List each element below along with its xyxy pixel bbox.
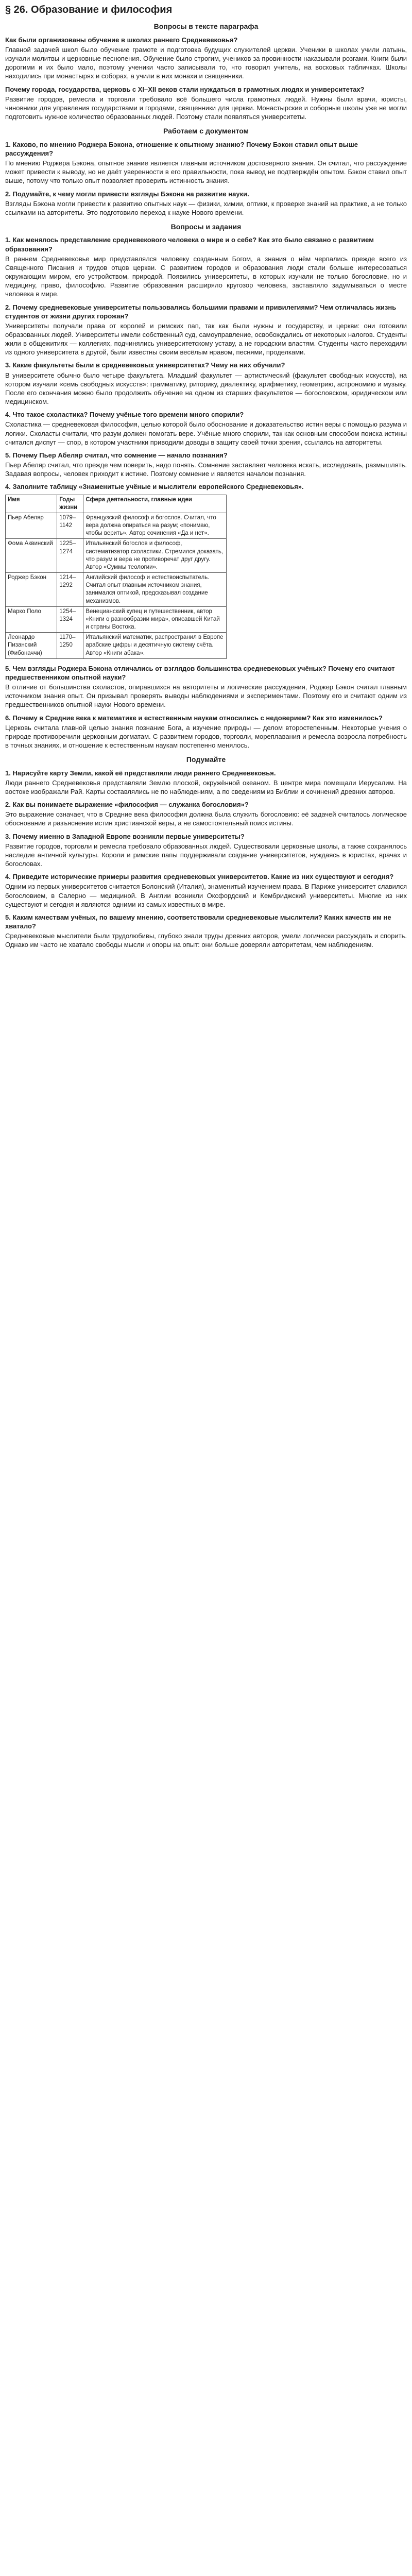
table-cell: Роджер Бэкон	[6, 573, 57, 607]
task-item	[5, 769, 407, 796]
answer-text: Главной задачей школ было обучение грамоте и подготовка будущих служителей церкви. Ученики в школах учили латынь, изучали молитвы и церковные песнопения. Обучение было строгим, учеников за провинности наказывали розгами. Книги были дорогими и их было мало, поэтому ученики часто записывали то, что говорил учитель, на восковых табличках. Школы находились при монастырях и соборах, а учили в них монахи и священники.	[5, 46, 407, 80]
table-cell: Пьер Абеляр	[6, 513, 57, 539]
question-block	[5, 410, 407, 447]
question-block	[5, 664, 407, 709]
section-block	[5, 222, 407, 478]
table-column-header: Годы жизни	[57, 495, 83, 513]
table-cell: Английский философ и естествоиспытатель. Считал опыт главным источником знания, занимался оптикой, предсказывал создание механизмов.	[83, 573, 227, 607]
answer-text: В университете обычно было четыре факультета. Младший факультет — артистический (факультет свободных искусств), на котором изучали «семь свободных искусств»: грамматику, риторику, диалектику, арифметику, геометрию, астрономию и музыку. После его окончания можно было продолжить обучение на одном из старших факультетов — богословском, юридическом или медицинском.	[5, 371, 407, 406]
question-text: 1. Каково, по мнению Роджера Бэкона, отношение к опытному знанию? Почему Бэкон ставил опыт выше рассуждения?	[5, 140, 358, 157]
table-row	[6, 606, 227, 633]
question-text: 2. Подумайте, к чему могли привести взгляды Бэкона на развитие науки.	[5, 190, 249, 198]
table-cell: 1170–1250	[57, 633, 83, 659]
table-body	[6, 513, 227, 658]
table-cell: Итальянский математик, распространил в Европе арабские цифры и десятичную систему счёта. Автор «Книги абака».	[83, 633, 227, 659]
section-block	[5, 126, 407, 217]
task-question: 1. Нарисуйте карту Земли, какой её представляли люди раннего Средневековья.	[5, 769, 276, 777]
task-question: 3. Почему именно в Западной Европе возникли первые университеты?	[5, 832, 245, 840]
table-row	[6, 539, 227, 573]
tasks-heading: Подумайте	[186, 755, 226, 764]
page-title: § 26. Образование и философия	[5, 4, 173, 15]
question-block	[5, 451, 407, 478]
task-question: 4. Приведите исторические примеры развития средневековых университетов. Какие из них существуют и сегодня?	[5, 873, 394, 881]
task-answer: Одним из первых университетов считается Болонский (Италия), знаменитый изучением права. В Париже университет славился богословием, в Салерно — медициной. В Англии возникли Оксфордский и Кембриджский университеты. Многие из них существуют и сегодня и являются одними из самых известных в мире.	[5, 883, 407, 908]
tasks-list	[5, 769, 407, 950]
table-row	[6, 573, 227, 607]
tasks-section	[5, 755, 407, 949]
table-column-header: Имя	[6, 495, 57, 513]
table-row	[6, 633, 227, 659]
sections-container	[5, 22, 407, 478]
task-question: 2. Как вы понимаете выражение «философия — служанка богословия»?	[5, 801, 249, 809]
table-cell: Леонардо Пизанский (Фибоначчи)	[6, 633, 57, 659]
answer-text: В раннем Средневековье мир представлялся человеку созданным Богом, а знания о нём черпались прежде всего из Священного Писания и трудов отцов церкви. С развитием городов и образования люди стали больше интересоваться окружающим миром, его устройством, природой. Появились университеты, в которых изучали не только богословие, но и медицину, право, философию. Развитие образования расширяло кругозор человека, заставляло задумываться о месте человека в мире.	[5, 255, 407, 298]
task-item	[5, 913, 407, 950]
section-block	[5, 22, 407, 121]
table-row	[6, 513, 227, 539]
extra-questions	[5, 664, 407, 750]
answer-text: Развитие городов, ремесла и торговли требовало всё большего числа грамотных людей. Нужны были врачи, юристы, чиновники для управления государствами и городами, священники для церкви. Монастырские и соборные школы уже не могли подготовить нужное количество образованных людей. Поэтому стали появляться университеты.	[5, 95, 407, 121]
task-answer: Это выражение означает, что в Средние века философия должна была служить богословию: её задачей считалось логическое обоснование и разъяснение истин христианской веры, а не самостоятельный поиск истины.	[5, 810, 407, 827]
task-question: 5. Каким качествам учёных, по вашему мнению, соответствовали средневековые мыслители? Каких качеств им не хватало?	[5, 913, 391, 930]
answer-text: Взгляды Бэкона могли привести к развитию опытных наук — физики, химии, оптики, к проверке знаний на практике, а не только ссылками на авторитеты. Это подготовило переход к науке Нового времени.	[5, 199, 407, 216]
answer-text: Схоластика — средневековая философия, целью которой было обоснование и доказательство истин веры с помощью разума и логики. Схоласты считали, что разум должен помогать вере. Учёные много спорили, так как основным способом поиска истины считался диспут — спор, в котором участники приводили доводы в защиту своей точки зрения, ссылаясь на авторитеты.	[5, 420, 407, 446]
question-text: 2. Почему средневековые университеты пользовались большими правами и привилегиями? Чем отличалась жизнь студентов от жизни других горожан?	[5, 303, 397, 320]
question-block	[5, 140, 407, 185]
section-heading: Работаем с документом	[163, 127, 249, 135]
task-item	[5, 832, 407, 869]
task-item	[5, 872, 407, 909]
question-text: 4. Что такое схоластика? Почему учёные того времени много спорили?	[5, 411, 244, 419]
document-page	[0, 0, 412, 949]
question-text: 3. Какие факультеты были в средневековых университетах? Чему на них обучали?	[5, 361, 285, 369]
table-cell: Марко Поло	[6, 606, 57, 633]
table-cell: 1225–1274	[57, 539, 83, 573]
answer-text: Церковь считала главной целью знания познание Бога, а изучение природы — делом второстепенным. Некоторые учения о природе противоречили церковным догматам. С развитием городов, торговли, мореплавания и ремесла возросла потребность в точных знаниях, и отношение к естественным наукам постепенно менялось.	[5, 723, 407, 750]
table-cell: Итальянский богослов и философ, систематизатор схоластики. Стремился доказать, что разум и вера не противоречат друг другу. Автор «Суммы теологии».	[83, 539, 227, 573]
question-block	[5, 714, 407, 750]
answer-text: По мнению Роджера Бэкона, опытное знание является главным источником достоверного знания. Он считал, что рассуждение может привести к выводу, но не даёт уверенности в его правильности, пока вывод не подтверждён опытом. Бэкон ставил опыт выше, потому что только опыт позволяет проверить истинность знания.	[5, 159, 407, 185]
table-cell: Венецианский купец и путешественник, автор «Книги о разнообразии мира», описавшей Китай и страны Востока.	[83, 606, 227, 633]
table-cell: Фома Аквинский	[6, 539, 57, 573]
task-answer: Люди раннего Средневековья представляли Землю плоской, окружённой океаном. В центре мира помещали Иерусалим. На востоке изображали Рай. Карты составлялись не по наблюдениям, а по сведениям из Библии и сочинений древних авторов.	[5, 778, 407, 795]
question-block	[5, 36, 407, 81]
table-cell: Французский философ и богослов. Считал, что вера должна опираться на разум; «понимаю, чтобы верить». Автор сочинения «Да и нет».	[83, 513, 227, 539]
answer-text: Университеты получали права от королей и римских пап, так как были нужны и государству, и церкви: они готовили образованных людей. Университеты имели собственный суд, самоуправление, освобождались от некоторых налогов. Студенты жили в общежитиях — коллегиях, подчинялись университетскому уставу, а не городским властям. Студенты часто переходили из одного университета в другой, были известны своим весёлым нравом, песнями, проделками.	[5, 321, 407, 357]
table-cell: 1079–1142	[57, 513, 83, 539]
table-section	[5, 482, 407, 658]
question-text: Почему города, государства, церковь с XI–XII веков стали нуждаться в грамотных людях и университетах?	[5, 85, 365, 93]
answer-text: В отличие от большинства схоластов, опиравшихся на авторитеты и логические рассуждения, Роджер Бэкон считал главным источником знания опыт. Он призывал проверять выводы наблюдениями и экспериментами. Поэтому его и считают одним из предшественников опытной науки Нового времени.	[5, 683, 407, 709]
scientists-table	[5, 495, 227, 659]
section-heading: Вопросы и задания	[170, 222, 242, 231]
question-block	[5, 235, 407, 298]
section-heading: Вопросы в тексте параграфа	[153, 22, 259, 31]
task-item	[5, 800, 407, 827]
table-header-row	[6, 495, 227, 513]
task-answer: Развитие городов, торговли и ремесла требовало образованных людей. Существовали церковные школы, а также сохранялось наследие античной культуры. Короли и римские папы поддерживали создание университетов, нуждаясь в юристах, врачах и богословах.	[5, 842, 407, 868]
answer-text: Пьер Абеляр считал, что прежде чем поверить, надо понять. Сомнение заставляет человека искать, исследовать, размышлять. Задавая вопросы, человек приходит к истине. Поэтому сомнение и является началом познания.	[5, 461, 407, 478]
question-text: 1. Как менялось представление средневекового человека о мире и о себе? Как это было связано с развитием образования?	[5, 236, 374, 253]
question-block	[5, 361, 407, 406]
table-cell: 1214–1292	[57, 573, 83, 607]
question-text: 5. Чем взгляды Роджера Бэкона отличались от взглядов большинства средневековых учёных? Почему его считают предшественником опытной науки?	[5, 664, 395, 681]
question-text: Как были организованы обучение в школах раннего Средневековья?	[5, 36, 238, 44]
question-text: 6. Почему в Средние века к математике и естественным наукам относились с недоверием? Как это изменилось?	[5, 714, 383, 722]
question-block	[5, 190, 407, 217]
table-heading: 4. Заполните таблицу «Знаменитые учёные и мыслители европейского Средневековья».	[5, 483, 304, 491]
task-answer: Средневековые мыслители были трудолюбивы, глубоко знали труды древних авторов, умели логически рассуждать и спорить. Однако им часто не хватало свободы мысли и опоры на опыт: они больше доверяли авторитетам, чем наблюдениям.	[5, 932, 407, 949]
question-block	[5, 303, 407, 357]
table-column-header: Сфера деятельности, главные идеи	[83, 495, 227, 513]
question-block	[5, 85, 407, 122]
question-text: 5. Почему Пьер Абеляр считал, что сомнение — начало познания?	[5, 451, 228, 459]
table-cell: 1254–1324	[57, 606, 83, 633]
